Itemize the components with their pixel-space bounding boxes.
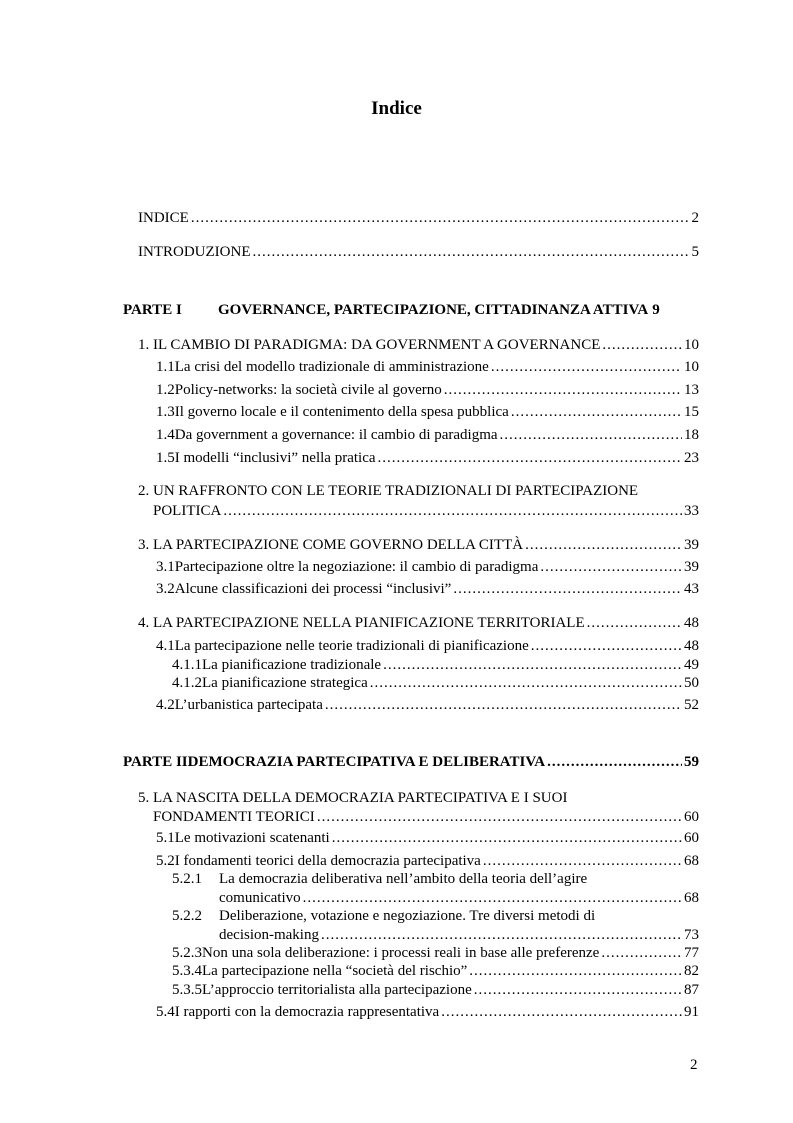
section-number: 5.2.3 — [172, 945, 202, 961]
toc-entry-indice[interactable] — [138, 209, 699, 227]
toc-part-1[interactable] — [123, 301, 699, 319]
leader-dots — [223, 502, 682, 520]
leader-dots — [587, 614, 682, 632]
toc-section-3-1[interactable] — [156, 558, 699, 576]
section-number: 5.4 — [156, 1004, 175, 1020]
toc-section-5-1[interactable] — [156, 829, 699, 847]
toc-entry-text: Partecipazione oltre la negoziazione: il cambio di paradigma — [174, 559, 539, 575]
toc-entry-text: 4. LA PARTECIPAZIONE NELLA PIANIFICAZIONE TERRITORIALE — [138, 615, 585, 631]
section-number: 4.2 — [156, 697, 175, 713]
leader-dots — [602, 336, 682, 354]
toc-section-1-2[interactable] — [156, 381, 699, 399]
toc-page-number: 2 — [691, 210, 699, 226]
leader-dots — [531, 637, 682, 655]
leader-dots — [383, 656, 682, 674]
toc-page-number: 9 — [652, 302, 660, 318]
toc-entry-text: Alcune classificazioni dei processi “inclusivi” — [174, 581, 452, 597]
part-title: GOVERNANCE, PARTECIPAZIONE, CITTADINANZA ATTIVA — [218, 302, 649, 318]
toc-entry-text: L’approccio territorialista alla partecipazione — [202, 982, 472, 998]
toc-entry-text: INTRODUZIONE — [138, 244, 251, 260]
toc-chapter-5-line1[interactable]: 5. LA NASCITA DELLA DEMOCRAZIA PARTECIPATIVA E I SUOI — [138, 790, 568, 806]
toc-entry-text: Le motivazioni scatenanti — [174, 830, 330, 846]
section-number: 4.1 — [156, 638, 175, 654]
toc-subsection-5-2-2[interactable] — [219, 926, 699, 944]
toc-page-number: 39 — [684, 559, 699, 575]
page-number: 2 — [690, 1057, 698, 1073]
leader-dots — [469, 962, 682, 980]
leader-dots — [444, 381, 682, 399]
toc-entry-text: Non una sola deliberazione: i processi reali in base alle preferenze — [202, 945, 600, 961]
toc-entry-text: La partecipazione nelle teorie tradizionali di pianificazione — [174, 638, 529, 654]
leader-dots — [525, 536, 682, 554]
toc-page-number: 18 — [684, 427, 699, 443]
leader-dots — [317, 808, 682, 826]
toc-subsection-4-1-2[interactable] — [172, 674, 699, 692]
section-number: 5.3.5 — [172, 982, 202, 998]
section-number: 1.4 — [156, 427, 175, 443]
part-label: PARTE II — [123, 754, 188, 770]
toc-chapter-3[interactable] — [138, 536, 699, 554]
toc-entry-text: La partecipazione nella “società del rischio” — [202, 963, 468, 979]
toc-page-number: 49 — [684, 657, 699, 673]
toc-page-number: 68 — [684, 890, 699, 906]
leader-dots — [547, 753, 682, 771]
toc-subsection-5-3-5[interactable] — [172, 981, 699, 999]
leader-dots — [332, 829, 682, 847]
section-number: 4.1.2 — [172, 675, 202, 691]
leader-dots — [500, 426, 682, 444]
section-number: 1.3 — [156, 404, 175, 420]
leader-dots — [483, 852, 682, 870]
toc-entry-text: L’urbanistica partecipata — [174, 697, 323, 713]
toc-entry-text: decision-making — [219, 927, 319, 943]
toc-chapter-2-line1[interactable]: 2. UN RAFFRONTO CON LE TEORIE TRADIZIONALI DI PARTECIPAZIONE — [138, 483, 639, 499]
leader-dots — [252, 243, 689, 261]
toc-entry-text: Deliberazione, votazione e negoziazione. Tre diversi metodi di — [219, 908, 596, 924]
leader-dots — [511, 403, 682, 421]
toc-entry-text: Da government a governance: il cambio di paradigma — [174, 427, 498, 443]
section-number: 3.1 — [156, 559, 175, 575]
toc-page-number: 15 — [684, 404, 699, 420]
toc-entry-text: INDICE — [138, 210, 189, 226]
toc-subsection-5-2-3[interactable] — [172, 944, 699, 962]
toc-entry-text: Policy-networks: la società civile al governo — [174, 382, 442, 398]
section-number: 5.1 — [156, 830, 175, 846]
leader-dots — [453, 580, 682, 598]
leader-dots — [441, 1003, 682, 1021]
toc-page-number: 91 — [684, 1004, 699, 1020]
toc-subsection-5-2-1-line1[interactable] — [172, 870, 587, 888]
toc-section-1-3[interactable] — [156, 403, 699, 421]
toc-page-number: 50 — [684, 675, 699, 691]
toc-section-5-2[interactable] — [156, 852, 699, 870]
section-number: 5.2.2 — [172, 908, 202, 924]
toc-subsection-4-1-1[interactable] — [172, 656, 699, 674]
toc-page-number: 52 — [684, 697, 699, 713]
toc-section-1-4[interactable] — [156, 426, 699, 444]
leader-dots — [191, 209, 690, 227]
toc-page-number: 48 — [684, 615, 699, 631]
toc-entry-text: POLITICA — [153, 503, 222, 519]
toc-section-5-4[interactable] — [156, 1003, 699, 1021]
toc-page-number: 73 — [684, 927, 699, 943]
toc-page-number: 60 — [684, 830, 699, 846]
toc-section-4-2[interactable] — [156, 696, 699, 714]
toc-subsection-5-2-1[interactable] — [219, 889, 699, 907]
leader-dots — [378, 449, 682, 467]
toc-chapter-5[interactable] — [153, 808, 699, 826]
leader-dots — [474, 981, 682, 999]
toc-chapter-4[interactable] — [138, 614, 699, 632]
toc-page-number: 82 — [684, 963, 699, 979]
section-number: 1.5 — [156, 450, 175, 466]
toc-subsection-5-3-4[interactable] — [172, 962, 699, 980]
part-title: DEMOCRAZIA PARTECIPATIVA E DELIBERATIVA — [187, 754, 546, 770]
toc-entry-text: Il governo locale e il contenimento della spesa pubblica — [174, 404, 509, 420]
toc-page-number: 43 — [684, 581, 699, 597]
toc-page-number: 59 — [684, 754, 699, 770]
toc-section-1-1[interactable] — [156, 358, 699, 376]
toc-part-2[interactable] — [123, 753, 699, 771]
toc-page-number: 23 — [684, 450, 699, 466]
toc-page-number: 33 — [684, 503, 699, 519]
toc-entry-introduzione[interactable] — [138, 243, 699, 261]
section-number: 4.1.1 — [172, 657, 202, 673]
toc-section-1-5[interactable] — [156, 449, 699, 467]
toc-page-number: 77 — [684, 945, 699, 961]
toc-page-number: 39 — [684, 537, 699, 553]
section-number: 5.3.4 — [172, 963, 202, 979]
toc-section-4-1[interactable] — [156, 637, 699, 655]
toc-page-number: 10 — [684, 337, 699, 353]
leader-dots — [303, 889, 682, 907]
toc-entry-text: I modelli “inclusivi” nella pratica — [174, 450, 376, 466]
section-number: 3.2 — [156, 581, 175, 597]
leader-dots — [321, 926, 682, 944]
section-number: 1.1 — [156, 359, 175, 375]
leader-dots — [601, 944, 682, 962]
toc-chapter-2[interactable] — [153, 502, 699, 520]
toc-page-number: 87 — [684, 982, 699, 998]
leader-dots — [370, 674, 682, 692]
toc-entry-text: La pianificazione tradizionale — [202, 657, 382, 673]
toc-page-number: 10 — [684, 359, 699, 375]
section-number: 5.2 — [156, 853, 175, 869]
toc-entry-text: I fondamenti teorici della democrazia partecipativa — [174, 853, 481, 869]
toc-entry-text: comunicativo — [219, 890, 301, 906]
toc-section-3-2[interactable] — [156, 580, 699, 598]
toc-page-number: 5 — [691, 244, 699, 260]
leader-dots — [325, 696, 682, 714]
section-number: 1.2 — [156, 382, 175, 398]
page-title: Indice — [371, 98, 422, 119]
toc-entry-text: 1. IL CAMBIO DI PARADIGMA: DA GOVERNMENT A GOVERNANCE — [138, 337, 601, 353]
toc-entry-text: I rapporti con la democrazia rappresentativa — [174, 1004, 440, 1020]
leader-dots — [540, 558, 682, 576]
toc-page-number: 48 — [684, 638, 699, 654]
toc-page-number: 68 — [684, 853, 699, 869]
toc-entry-text: La pianificazione strategica — [202, 675, 368, 691]
toc-entry-text: La democrazia deliberativa nell’ambito della teoria dell’agire — [219, 871, 588, 887]
toc-entry-text: 3. LA PARTECIPAZIONE COME GOVERNO DELLA CITTÀ — [138, 537, 524, 553]
toc-page-number: 13 — [684, 382, 699, 398]
toc-entry-text: La crisi del modello tradizionale di amministrazione — [174, 359, 489, 375]
toc-subsection-5-2-2-line1[interactable] — [172, 907, 595, 925]
leader-dots — [491, 358, 682, 376]
part-label: PARTE I — [123, 302, 182, 318]
toc-chapter-1[interactable] — [138, 336, 699, 354]
toc-entry-text: FONDAMENTI TEORICI — [153, 809, 315, 825]
section-number: 5.2.1 — [172, 871, 202, 887]
toc-page-number: 60 — [684, 809, 699, 825]
